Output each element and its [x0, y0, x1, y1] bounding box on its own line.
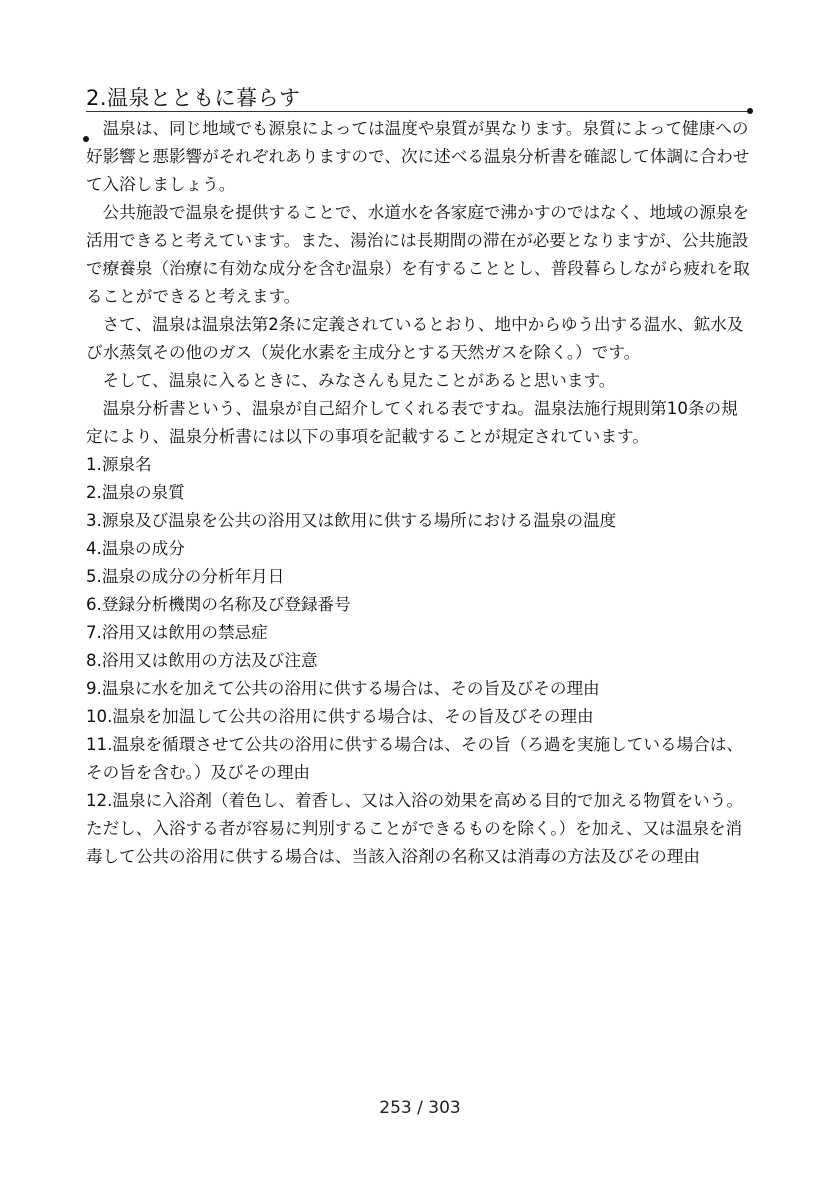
paragraph: 公共施設で温泉を提供することで、水道水を各家庭で沸かすのではなく、地域の源泉を活用できると考えています。また、湯治には長期間の滞在が必要となりますが、公共施設で療養泉（治療に有効な成分を含む温泉）を有することとし、普段暮らしながら疲れを取ることができると考えます。 [86, 203, 750, 306]
list-item: 4.温泉の成分 [86, 539, 185, 558]
list-item: 12.温泉に入浴剤（着色し、着香し、又は入浴の効果を高める目的で加える物質をいう。ただし、入浴する者が容易に判別することができるものを除く。）を加え、又は温泉を消毒して公共の浴用に供する場合は、当該入浴剤の名称又は消毒の方法及びその理由 [86, 791, 743, 866]
list-item: 1.源泉名 [86, 455, 152, 474]
paragraph: 温泉は、同じ地域でも源泉によっては温度や泉質が異なります。泉質によって健康への好影響と悪影響がそれぞれありますので、次に述べる温泉分析書を確認して体調に合わせて入浴しましょう。 [86, 119, 750, 194]
list-item: 5.温泉の成分の分析年月日 [86, 567, 285, 586]
list-item: 9.温泉に水を加えて公共の浴用に供する場合は、その旨及びその理由 [86, 679, 600, 698]
list-item: 10.温泉を加温して公共の浴用に供する場合は、その旨及びその理由 [86, 707, 594, 726]
paragraph: 温泉分析書という、温泉が自己紹介してくれる表ですね。温泉法施行規則第10条の規定により、温泉分析書には以下の事項を記載することが規定されています。 [86, 399, 738, 446]
list-item: 2.温泉の泉質 [86, 483, 185, 502]
section-title: 2.温泉とともに暮らす [86, 86, 301, 110]
page-number: 253 / 303 [379, 1098, 461, 1118]
analysis-items-list [86, 451, 752, 871]
list-item: 3.源泉及び温泉を公共の浴用又は飲用に供する場所における温泉の温度 [86, 511, 617, 530]
section-heading [86, 84, 754, 112]
underline-dot-right [747, 108, 753, 114]
body-text [86, 115, 752, 871]
list-item: 6.登録分析機関の名称及び登録番号 [86, 595, 351, 614]
paragraph: さて、温泉は温泉法第2条に定義されているとおり、地中からゆう出する温水、鉱水及び水蒸気その他のガス（炭化水素を主成分とする天然ガスを除く。）です。 [86, 315, 744, 362]
heading-underline [86, 111, 750, 112]
paragraph: そして、温泉に入るときに、みなさんも見たことがあると思います。 [102, 371, 616, 390]
list-item: 8.浴用又は飲用の方法及び注意 [86, 651, 318, 670]
list-item: 11.温泉を循環させて公共の浴用に供する場合は、その旨（ろ過を実施している場合は、その旨を含む。）及びその理由 [86, 735, 743, 782]
list-item: 7.浴用又は飲用の禁忌症 [86, 623, 268, 642]
